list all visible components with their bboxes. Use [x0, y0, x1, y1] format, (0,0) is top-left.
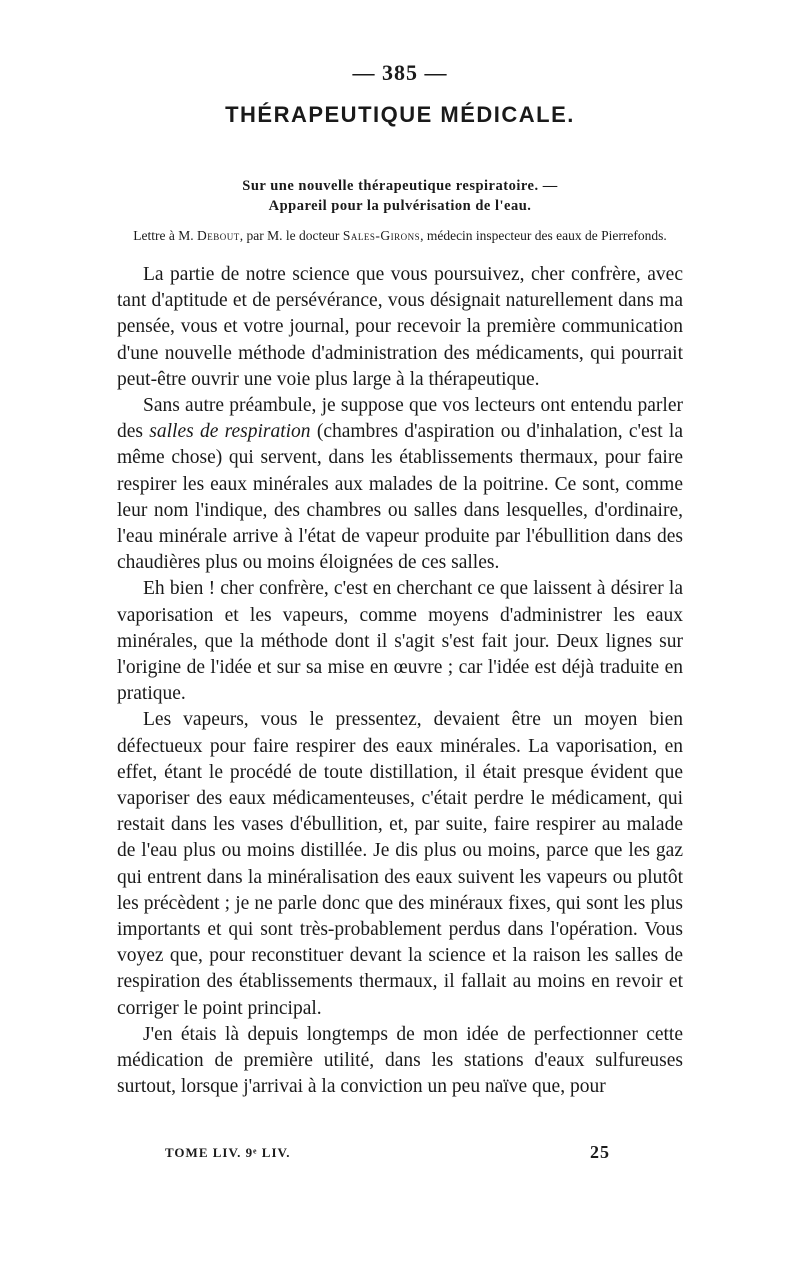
section-heading: THÉRAPEUTIQUE MÉDICALE.: [225, 102, 575, 127]
subtitle-line-2: Appareil pour la pulvérisation de l'eau.: [268, 198, 532, 214]
paragraph-5: J'en étais là depuis longtemps de mon idée de perfectionner cette médication de première utilité, dans les stations d'eaux sulfureuses surtout, lorsque j'arrivai à la conviction un peu naïve que, pour: [117, 1023, 683, 1098]
letter-prefix: Lettre à M.: [133, 228, 197, 243]
letter-mid: , par M. le docteur: [239, 228, 343, 243]
paragraph-2-italic: salles de respiration: [149, 421, 311, 443]
paragraph-2-before: Sans autre préambule, je suppose que vos lecteurs ont entendu parler des: [117, 395, 683, 443]
paragraph-2-after: (chambres d'aspiration ou d'inhalation, c'est la même chose) qui servent, dans les établissements thermaux, pour faire respirer les eaux minérales aux malades de la poitrine. Ce sont, comme leur nom l'indique, des chambres ou salles dans lesquelles, d'ordinaire, l'eau minérale arrive à l'état de vapeur produite par l'ébullition dans des chaudières plus ou moins éloignées de ces salles.: [117, 421, 684, 574]
letter-author: Sales-Girons: [342, 228, 421, 243]
footer-signature: 25: [590, 1142, 610, 1162]
article-subtitle: [120, 176, 680, 216]
article-body: [117, 262, 683, 1101]
footer-volume: TOME LIV. 9ᵉ LIV.: [165, 1145, 291, 1160]
paragraph-3: Eh bien ! cher confrère, c'est en cherchant ce que laissent à désirer la vaporisation et les vapeurs, comme moyens d'administrer les eaux minérales, que la méthode dont il s'agit s'est fait jour. Deux lignes sur l'origine de l'idée et sur sa mise en œuvre ; car l'idée est déjà traduite en pratique.: [117, 578, 683, 705]
letter-suffix: , médecin inspecteur des eaux de Pierrefonds.: [420, 228, 667, 243]
page-footer: [165, 1142, 610, 1162]
letter-attribution: [110, 226, 690, 245]
paragraph-2: [117, 393, 683, 576]
paragraph-1: La partie de notre science que vous poursuivez, cher confrère, avec tant d'aptitude et de persévérance, vous désignait naturellement dans ma pensée, vous et votre journal, pour recevoir la première communication d'une nouvelle méthode d'administration des médicaments, qui pourrait peut-être ouvrir une voie plus large à la thérapeutique.: [117, 264, 683, 390]
letter-recipient: Debout: [196, 228, 240, 243]
page-number: — 385 —: [352, 60, 448, 85]
subtitle-line-1: Sur une nouvelle thérapeutique respiratoire. —: [242, 178, 558, 194]
paragraph-4: Les vapeurs, vous le pressentez, devaient être un moyen bien défectueux pour faire respirer des eaux minérales. La vaporisation, en effet, étant le procédé de toute distillation, il était presque évident que vaporiser des eaux médicamenteuses, c'était perdre le médicament, qui restait dans les vases d'ébullition, et, par suite, faire respirer au malade de l'eau plus ou moins distillée. Je dis plus ou moins, parce que les gaz qui entrent dans la minéralisation des eaux suivent les vapeurs ou plutôt les précèdent ; je ne parle donc que des minéraux fixes, qui sont les plus importants et qui sont très-probablement perdus dans l'opération. Vous voyez que, pour reconstituer devant la science et la raison les salles de respiration des établissements thermaux, il fallait au moins en revoir et corriger le point principal.: [117, 709, 683, 1019]
